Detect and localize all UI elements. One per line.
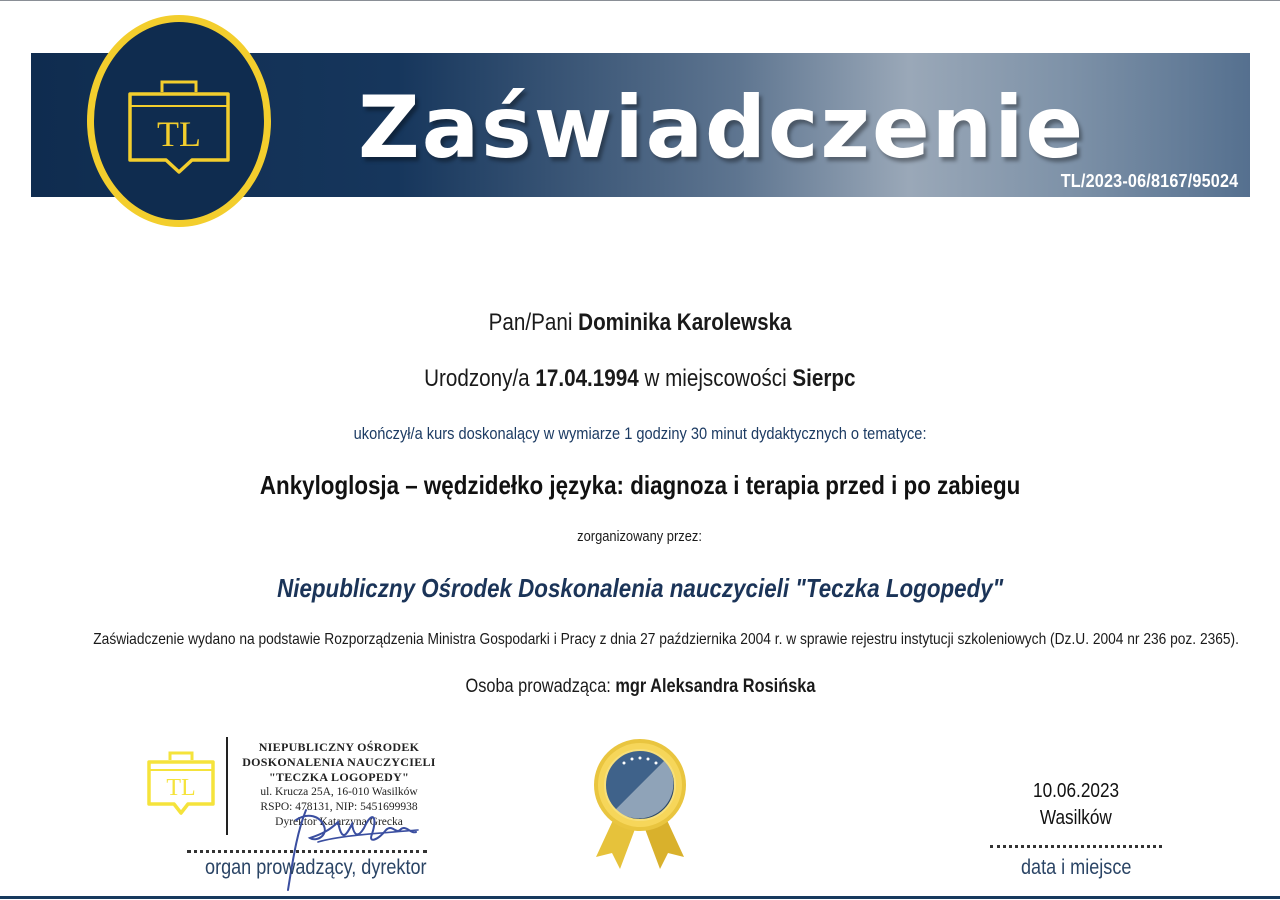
- trainer-prefix: Osoba prowadząca:: [465, 676, 611, 697]
- course-intro-text: ukończył/a kurs doskonalący w wymiarze 1 godziny 30 minut dydaktycznych o tematyce:: [353, 424, 927, 443]
- signature-caption-right: [990, 856, 1162, 880]
- signature-dotted-line-left: [187, 850, 427, 853]
- issue-date: [990, 777, 1162, 805]
- award-rosette-icon: [590, 735, 690, 870]
- birth-date: 17.04.1994: [535, 365, 639, 392]
- stamp-briefcase-icon: [146, 750, 216, 818]
- stamp-line-4: ul. Krucza 25A, 16-010 Wasilków: [260, 786, 418, 798]
- birth-middle: w miejscowości: [644, 365, 787, 392]
- stamp-divider: [226, 737, 228, 835]
- stamp-line-1: NIEPUBLICZNY OŚRODEK: [258, 740, 420, 754]
- date-place-block: [990, 777, 1162, 831]
- signature-caption-right-text: data i miejsce: [1020, 856, 1132, 879]
- stamp-line-3: "TECZKA LOGOPEDY": [268, 770, 410, 784]
- course-topic-text: Ankyloglosja – wędzidełko języka: diagnoza i terapia przed i po zabiegu: [259, 470, 1021, 500]
- certificate-title: Zaświadczenie: [358, 78, 1086, 178]
- issue-place: [990, 805, 1162, 831]
- signature-dotted-line-right: [990, 845, 1162, 848]
- signature-caption-left: [187, 856, 427, 880]
- stamp-line-6: Dyrektor Katarzyna Grecka: [275, 816, 403, 828]
- organizer-intro-text: zorganizowany przez:: [577, 528, 703, 545]
- stamp-line-2: DOSKONALENIA NAUCZYCIELI: [242, 755, 436, 769]
- recipient-prefix: Pan/Pani: [488, 309, 573, 336]
- trainer-line: [0, 676, 1280, 698]
- birth-prefix: Urodzony/a: [424, 365, 530, 392]
- course-topic: [0, 470, 1280, 501]
- organizer-name-text: Niepubliczny Ośrodek Doskonalenia nauczycieli "Teczka Logopedy": [276, 573, 1004, 603]
- issue-place-text: Wasilków: [1040, 807, 1112, 829]
- issue-date-text: 10.06.2023: [1032, 780, 1120, 802]
- legal-basis-text: Zaświadczenie wydano na podstawie Rozporządzenia Ministra Gospodarki i Pracy z dnia 27 października 2004 r. w sprawie rejestru instytucji szkoleniowych (Dz.U. 2004 nr 236 poz. 2365).: [93, 631, 1239, 648]
- signature-caption-left-text: organ prowadzący, dyrektor: [205, 856, 427, 879]
- legal-basis: [0, 631, 1280, 649]
- course-intro: [0, 424, 1280, 444]
- trainer-name: mgr Aleksandra Rosińska: [614, 676, 815, 697]
- certificate-number: TL/2023-06/8167/95024: [1060, 171, 1238, 191]
- organizer-intro: [0, 528, 1280, 545]
- logo-badge: [87, 15, 271, 227]
- stamp-line-5: RSPO: 478131, NIP: 5451699938: [260, 801, 418, 813]
- logo-text: TL: [157, 114, 201, 154]
- birth-line: [0, 365, 1280, 393]
- stamp-logo-text: TL: [166, 775, 196, 801]
- birth-place: Sierpc: [792, 365, 856, 392]
- recipient-line: [0, 309, 1280, 337]
- handwritten-signature: [268, 790, 428, 900]
- briefcase-logo-icon: [94, 22, 264, 220]
- recipient-name: Dominika Karolewska: [578, 309, 792, 336]
- top-border: [0, 0, 1280, 1]
- organizer-name: [0, 573, 1280, 604]
